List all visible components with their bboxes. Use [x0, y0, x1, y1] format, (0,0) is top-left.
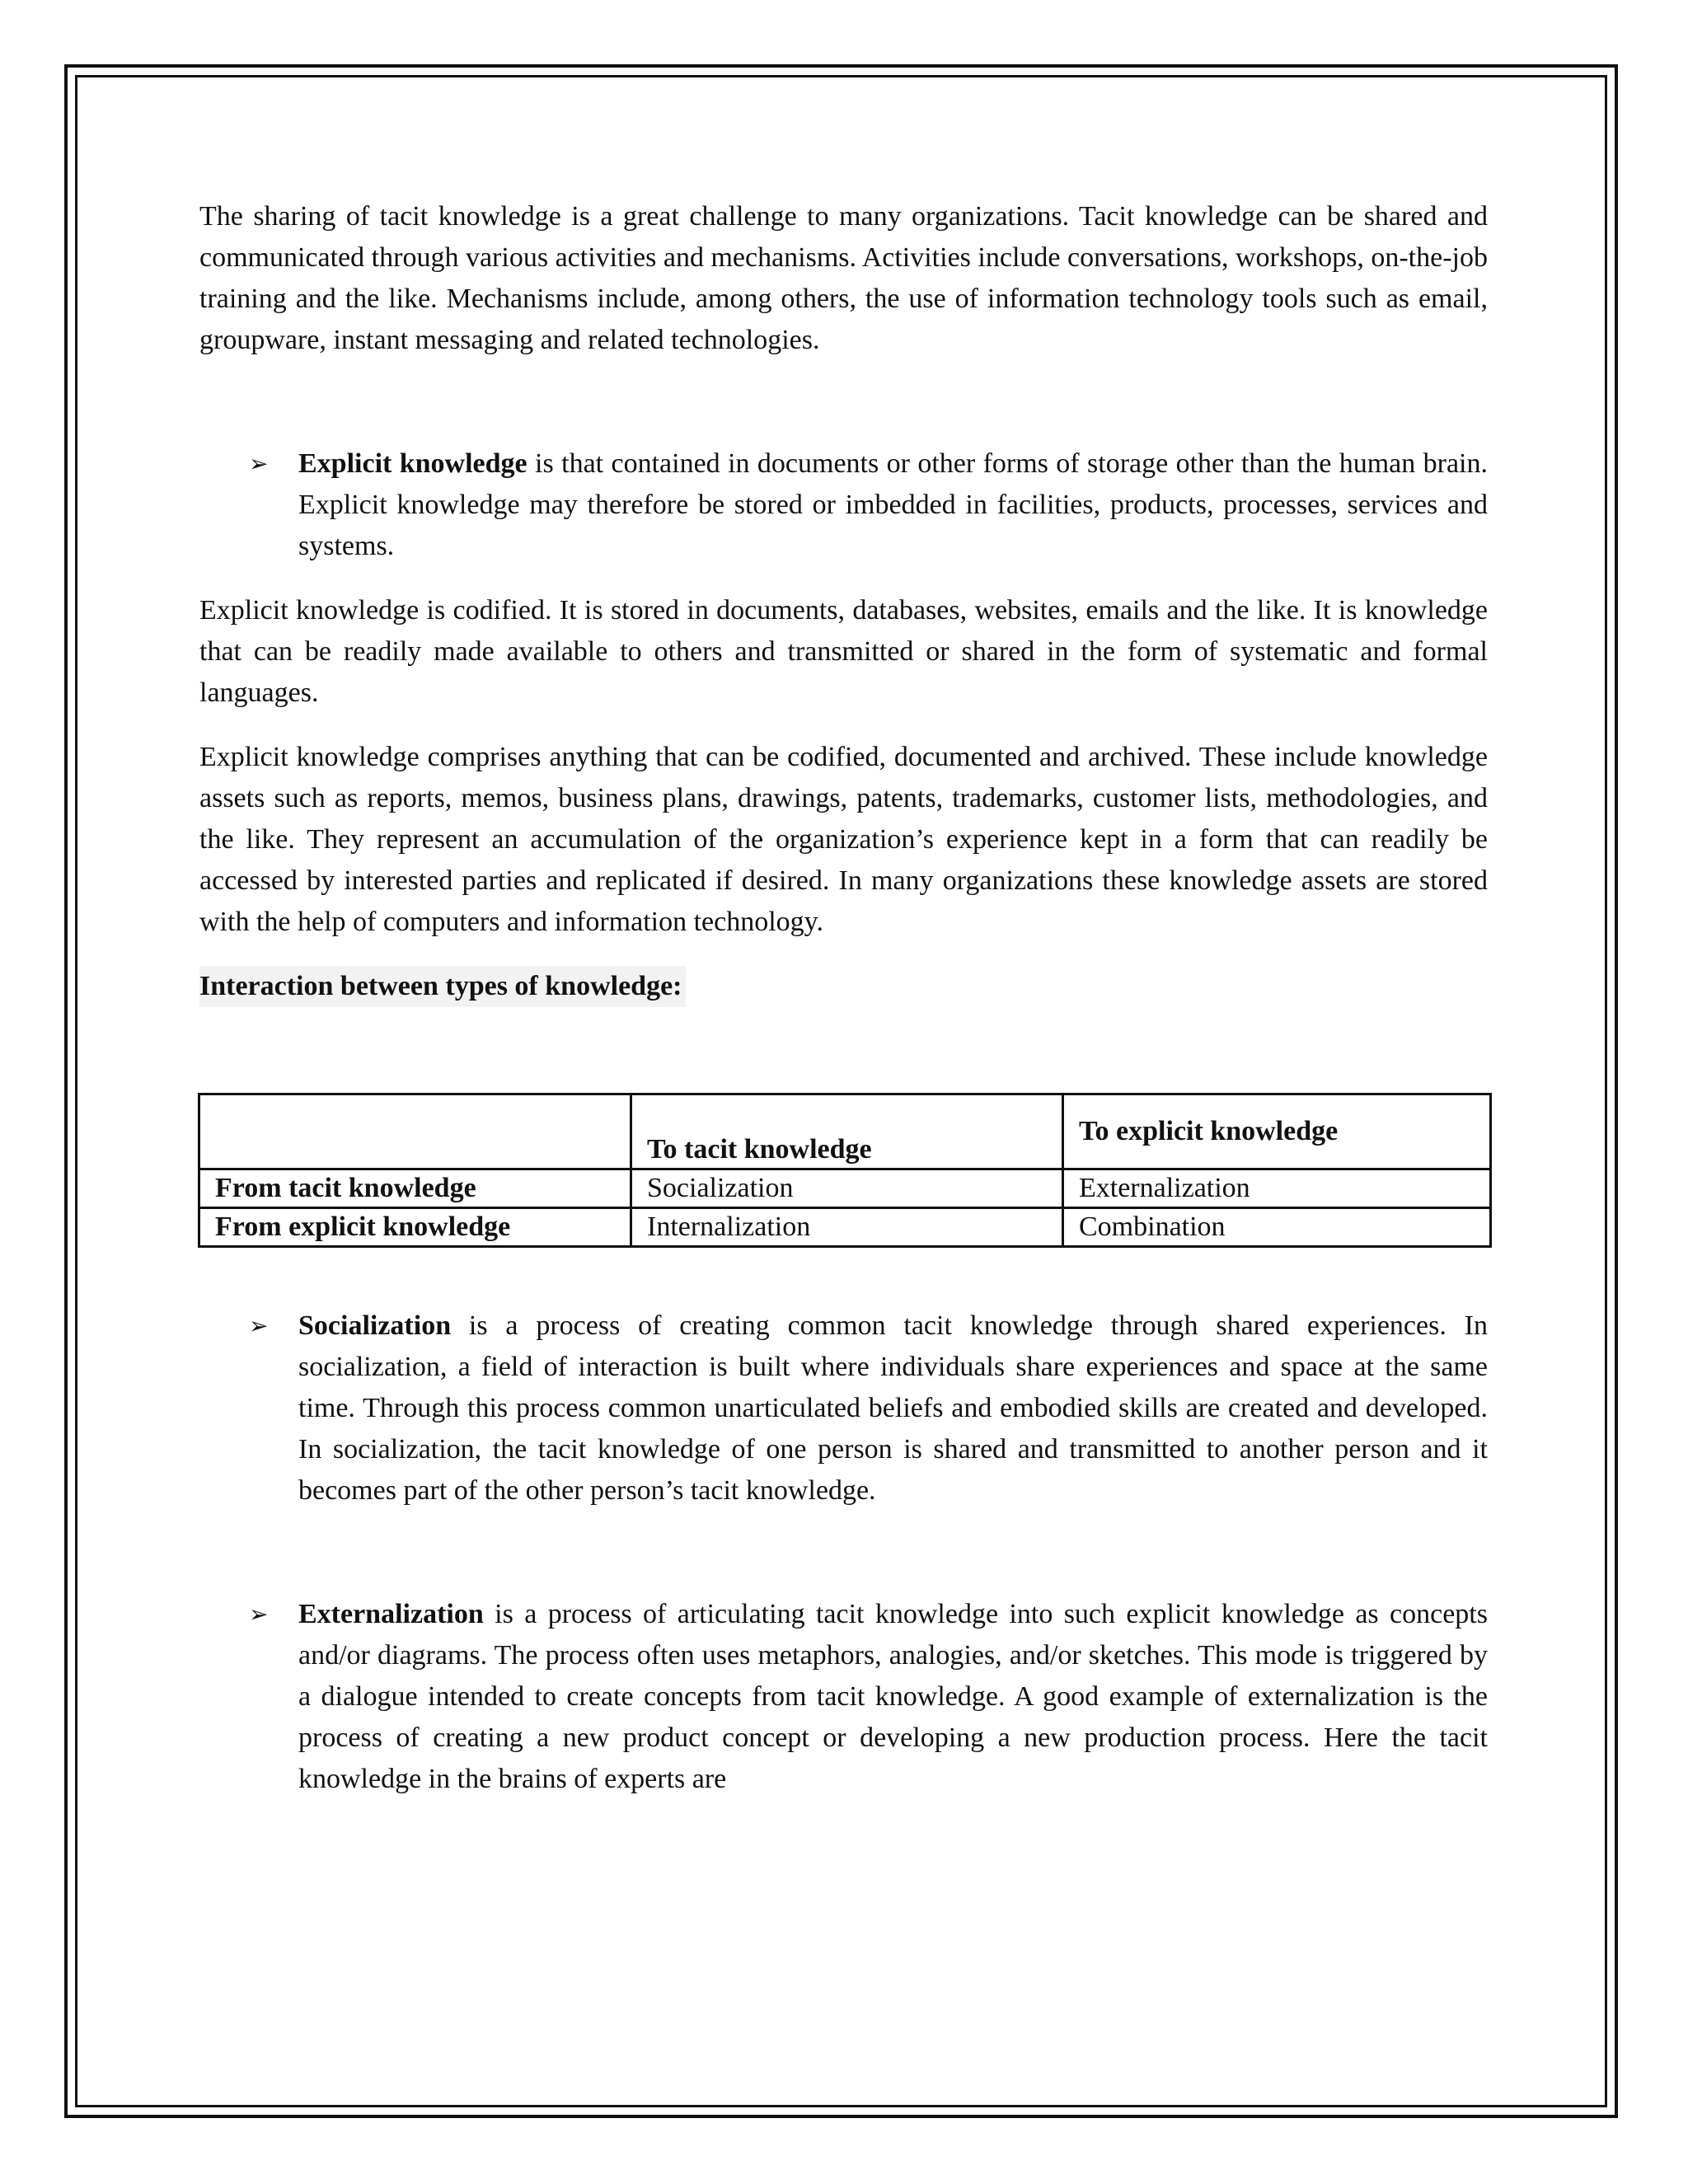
- table-row: [199, 1169, 1491, 1208]
- table-cell: Externalization: [1063, 1169, 1491, 1208]
- term-explicit-knowledge: Explicit knowledge: [298, 448, 528, 479]
- section-heading-wrap: [199, 966, 1488, 1007]
- document-body: [199, 196, 1488, 1800]
- bullet-explicit-knowledge: [199, 443, 1488, 567]
- arrow-bullet-icon: ➢: [249, 450, 269, 477]
- term-socialization: Socialization: [298, 1310, 452, 1341]
- bullet-explicit-text: is that contained in documents or other forms of storage other than the human brain. Explicit knowledge may therefore be stored or imbedded in facilities, products, processes, services and systems.: [298, 448, 1489, 561]
- knowledge-conversion-table: [198, 1093, 1492, 1248]
- arrow-bullet-icon: ➢: [249, 1601, 269, 1628]
- table-row-header: From explicit knowledge: [199, 1208, 631, 1247]
- bullet-externalization-text: is a process of articulating tacit knowledge into such explicit knowledge as concepts and/or diagrams. The process often uses metaphors, analogies, and/or sketches. This mode is triggered by a dialogue intended to create concepts from tacit knowledge. A good example of externalization is the process of creating a new product concept or developing a new production process. Here the tacit knowledge in the brains of experts are: [298, 1599, 1488, 1794]
- table-row-header: From tacit knowledge: [199, 1169, 631, 1208]
- arrow-bullet-icon: ➢: [249, 1312, 269, 1339]
- table-header-row: [199, 1094, 1491, 1169]
- bullet-socialization-text: is a process of creating common tacit knowledge through shared experiences. In socialization, a field of interaction is built where individuals share experiences and space at the same time. Through this process common unarticulated beliefs and embodied skills are created and developed. In socialization, the tacit knowledge of one person is shared and transmitted to another person and it becomes part of the other person’s tacit knowledge.: [298, 1310, 1488, 1506]
- term-externalization: Externalization: [298, 1599, 484, 1629]
- table-cell: Internalization: [631, 1208, 1063, 1247]
- bullet-socialization: [199, 1305, 1488, 1511]
- bullet-externalization: [199, 1594, 1488, 1800]
- table-row: [199, 1208, 1491, 1247]
- paragraph-explicit-codified: Explicit knowledge is codified. It is stored in documents, databases, websites, emails and the like. It is knowledge that can be readily made available to others and transmitted or shared in the form of systematic and formal languages.: [199, 595, 1488, 708]
- table-cell: Combination: [1063, 1208, 1491, 1247]
- paragraph-explicit-assets: Explicit knowledge comprises anything that can be codified, documented and archived. These include knowledge assets such as reports, memos, business plans, drawings, patents, trademarks, customer lists, methodologies, and the like. They represent an accumulation of the organization’s experience kept in a form that can readily be accessed by interested parties and replicated if desired. In many organizations these knowledge assets are stored with the help of computers and information technology.: [199, 742, 1488, 937]
- section-heading: Interaction between types of knowledge:: [199, 966, 686, 1007]
- table-header-cell: To tacit knowledge: [631, 1094, 1063, 1169]
- table-cell: Socialization: [631, 1169, 1063, 1208]
- table-header-cell: To explicit knowledge: [1063, 1094, 1491, 1169]
- table-header-cell: [199, 1094, 631, 1169]
- paragraph-tacit-sharing: The sharing of tacit knowledge is a great challenge to many organizations. Tacit knowledge can be shared and communicated through various activities and mechanisms. Activities include conversations, workshops, on-the-job training and the like. Mechanisms include, among others, the use of information technology tools such as email, groupware, instant messaging and related technologies.: [199, 201, 1488, 355]
